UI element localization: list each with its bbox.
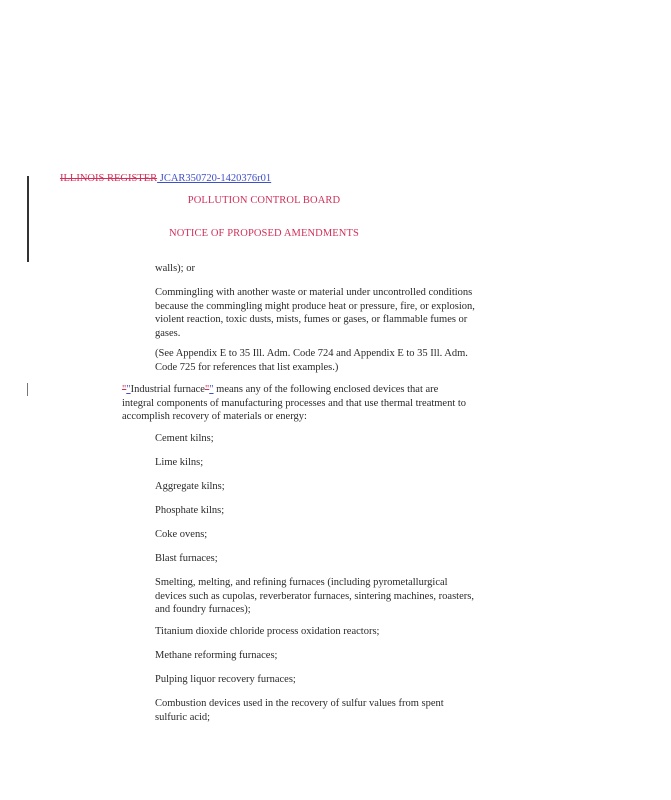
- struck-quote: ": [122, 384, 127, 395]
- list-item: Cement kilns;: [155, 433, 214, 444]
- list-item: Lime kilns;: [155, 457, 204, 468]
- list-item: Blast furnaces;: [155, 553, 218, 564]
- list-item: Aggregate kilns;: [155, 481, 225, 492]
- list-item: Methane reforming furnaces;: [155, 650, 278, 661]
- inserted-quote: ": [209, 384, 214, 395]
- industrial-furnace-definition: [122, 383, 472, 424]
- walls-text: walls); or: [155, 263, 195, 274]
- change-bar: [27, 383, 28, 396]
- list-item: Pulping liquor recovery furnaces;: [155, 674, 296, 685]
- list-item: Combustion devices used in the recovery of sulfur values from spent sulfuric acid;: [155, 698, 444, 723]
- inserted-jcar-code: JCAR350720-1420376r01: [157, 173, 272, 184]
- struck-register-title: ILLINOIS REGISTER: [60, 173, 158, 184]
- list-item: Coke ovens;: [155, 529, 208, 540]
- definition-term: Industrial furnace: [130, 384, 205, 395]
- register-header: [60, 173, 271, 184]
- list-item: Smelting, melting, and refining furnaces (including pyrometallurgical devices such as cupolas, reverberator furnaces, sintering machines, roasters, and foundry furnaces);: [155, 577, 474, 615]
- struck-quote: ": [204, 384, 210, 395]
- list-item: Titanium dioxide chloride process oxidation reactors;: [155, 626, 380, 637]
- definition-text: means any of the following enclosed devices that are integral components of manufacturing processes and that use thermal treatment to accomplish recovery of materials or energy:: [122, 384, 467, 422]
- see-appendix-paragraph: (See Appendix E to 35 Ill. Adm. Code 724 and Appendix E to 35 Ill. Adm. Code 725 for references that list examples.): [155, 348, 468, 373]
- change-bar: [27, 176, 29, 262]
- notice-heading: NOTICE OF PROPOSED AMENDMENTS: [169, 228, 359, 239]
- list-item: Phosphate kilns;: [155, 505, 225, 516]
- inserted-quote: ": [126, 384, 131, 395]
- board-heading: POLLUTION CONTROL BOARD: [187, 195, 341, 206]
- commingling-paragraph: Commingling with another waste or material under uncontrolled conditions because the commingling might produce heat or pressure, fire, or explosion, violent reaction, toxic dusts, mists, fumes or gases, or flammable fumes or gases.: [155, 287, 475, 339]
